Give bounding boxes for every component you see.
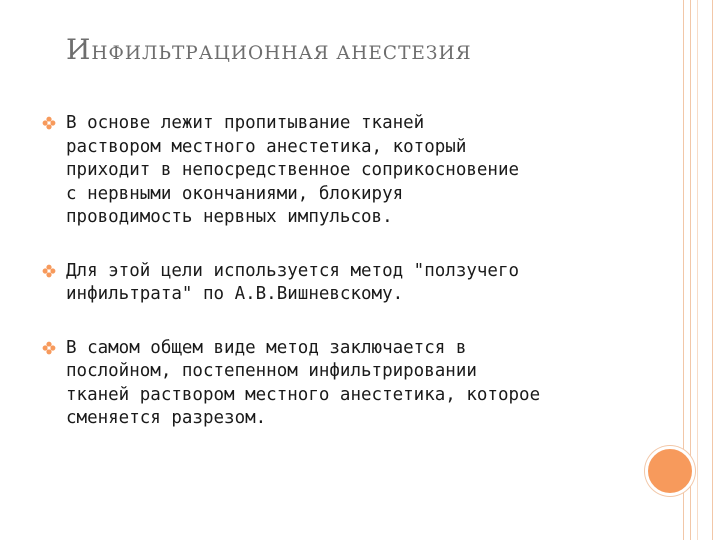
slide-title-initial: И <box>66 33 92 66</box>
bullet-item <box>42 260 642 307</box>
bullet-text: В основе лежит пропитывание тканей раствором местного анестетика, который приходит в непосредственное соприкосновение с нервными окончаниями, блокируя проводимость нервных импульсов. <box>66 113 520 227</box>
bullet-list <box>42 112 642 461</box>
flower-bullet-icon <box>42 116 56 130</box>
bullet-text: В самом общем виде метод заключается в послойном, постепенном инфильтрировании тканей раствором местного анестетика, которое сменяется разрезом. <box>66 337 541 428</box>
slide-title-rest: НФИЛЬТРАЦИОННАЯ АНЕСТЕЗИЯ <box>91 43 472 64</box>
bullet-item <box>42 337 642 431</box>
flower-bullet-icon <box>42 341 56 355</box>
bullet-text: Для этой цели используется метод "ползучего инфильтрата" по А.В.Вишневскому. <box>66 260 520 304</box>
slide-title <box>66 33 472 66</box>
decorative-circle <box>645 446 695 496</box>
decorative-line <box>697 0 698 540</box>
flower-bullet-icon <box>42 264 56 278</box>
decorative-line <box>712 0 713 540</box>
bullet-item <box>42 112 642 230</box>
